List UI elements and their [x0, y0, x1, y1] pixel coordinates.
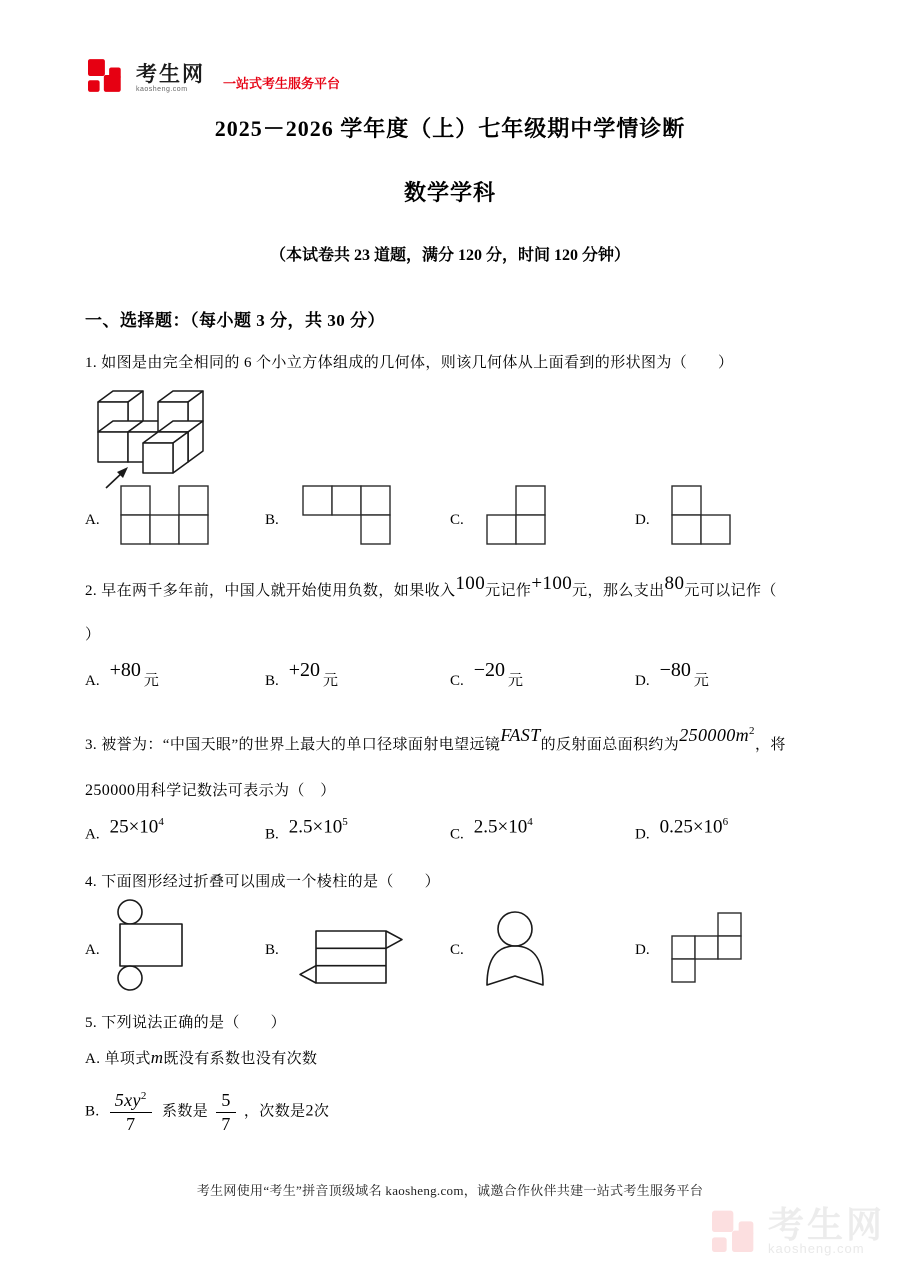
- brand-text: [136, 64, 205, 95]
- paper-title: 2025－2026 学年度（上）七年级期中学情诊断: [214, 116, 686, 141]
- q2-option-a: A. +80 元: [85, 659, 159, 689]
- q1-option-a-label: A.: [85, 512, 100, 528]
- q2-option-c: C. −20 元: [450, 659, 524, 689]
- q2-math-80: 80: [664, 573, 685, 594]
- q4-option-a-figure-cylinder-net: [106, 898, 198, 996]
- q1-option-a-figure: [120, 485, 210, 546]
- q3-option-d: D. $0.25\times 10^6$: [635, 816, 729, 843]
- q1-option-d-label: D.: [635, 512, 650, 528]
- q5-stem: 5. 下列说法正确的是（ ）: [85, 1015, 287, 1031]
- q3-math-area: $250000m^2$: [679, 725, 755, 745]
- q3-option-c: C. $2.5\times 10^4$: [450, 816, 533, 843]
- q4-option-b-label: B.: [265, 942, 279, 958]
- q2-math-100: 100: [455, 573, 486, 594]
- brand-tagline: 一站式考生服务平台: [223, 76, 341, 91]
- watermark-text: [768, 1203, 886, 1256]
- watermark-domain: kaosheng.com: [768, 1241, 865, 1256]
- q4-option-a-label: A.: [85, 942, 100, 958]
- q3-stem: 3. 被誉为：“中国天眼”的世界上最大的单口径球面射电望远镜FAST的反射面总面积约为$250000m^2$，将: [85, 730, 855, 757]
- brand-domain: kaosheng.com: [136, 86, 188, 94]
- q1-option-b-figure: [302, 485, 392, 546]
- q5-fraction-5xy2-7: $\frac{5xy^2}{7}$: [110, 1090, 152, 1134]
- q4-option-c-label: C.: [450, 942, 464, 958]
- section1-heading: 一、选择题：（每小题 3 分，共 30 分）: [85, 311, 385, 330]
- q3-math-fast: FAST: [500, 725, 541, 745]
- q2-stem-close: ）: [85, 627, 101, 643]
- q2-stem: 2. 早在两千多年前，中国人就开始使用负数，如果收入100元记作+100元，那么支出80元可以记作（: [85, 576, 845, 605]
- q2-option-d: D. −80 元: [635, 659, 709, 689]
- header-brand: [88, 57, 340, 95]
- q5-math-m: m: [150, 1048, 164, 1067]
- watermark-name: 考生网: [768, 1203, 886, 1245]
- q3-option-b: B. $2.5\times 10^5$: [265, 816, 348, 843]
- q1-stem: 1. 如图是由完全相同的 6 个小立方体组成的几何体，则该几何体从上面看到的形状图为（ ）: [85, 355, 734, 371]
- q4-option-d-figure-square-net: [668, 910, 746, 988]
- watermark-logo-icon: [712, 1208, 760, 1256]
- q1-option-b-label: B.: [265, 512, 279, 528]
- q1-figure-cube-solid: [90, 380, 230, 492]
- watermark-logo: [712, 1203, 886, 1256]
- paper-note: （本试卷共 23 道题，满分 120 分，时间 120 分钟）: [269, 247, 630, 264]
- q1-option-d-figure: [671, 485, 732, 546]
- q4-option-b-figure-prism-net: [296, 925, 408, 991]
- q5-option-b: B. $\frac{5xy^2}{7}$ 系数是 $\frac{5}{7}$ ，次数是2次: [85, 1090, 330, 1134]
- paper-subject: 数学学科: [403, 180, 496, 205]
- q3-stem-line2: 250000用科学记数法可表示为（ ）: [85, 782, 336, 799]
- q4-stem: 4. 下面图形经过折叠可以围成一个棱柱的是（ ）: [85, 874, 441, 890]
- q1-option-c-figure: [486, 485, 547, 546]
- q5-fraction-5-7: $\frac{5}{7}$: [216, 1090, 235, 1134]
- footer-text: 考生网使用“考生”拼音顶级域名 kaosheng.com，诚邀合作伙伴共建一站式考生服务平台: [196, 1183, 704, 1198]
- q2-math-plus100: +100: [531, 573, 573, 594]
- brand-name: 考生网: [136, 63, 205, 87]
- q3-option-a: A. $25\times 10^4$: [85, 816, 164, 843]
- q2-option-b: B. +20 元: [265, 659, 339, 689]
- q5-option-a: A. 单项式m既没有系数也没有次数: [85, 1048, 318, 1067]
- q1-option-c-label: C.: [450, 512, 464, 528]
- q4-option-c-figure-cone-net: [479, 903, 555, 995]
- q4-option-d-label: D.: [635, 942, 650, 958]
- kaosheng-logo-icon: [88, 57, 126, 95]
